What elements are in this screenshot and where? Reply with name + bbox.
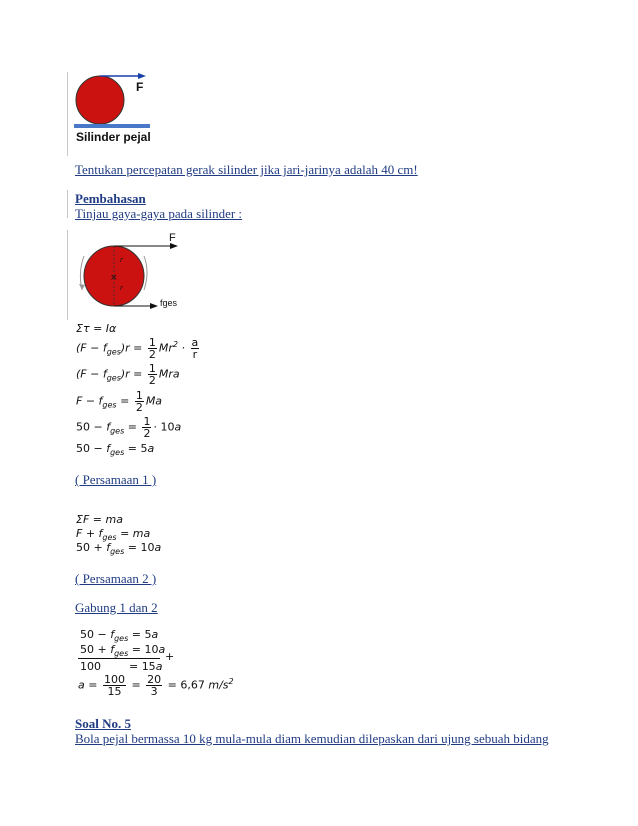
heading-rule bbox=[67, 190, 68, 218]
equation-combine-3: 100 = 15a bbox=[80, 660, 163, 673]
svg-text:×: × bbox=[110, 273, 118, 283]
question-text[interactable]: Tentukan percepatan gerak silinder jika jari-jarinya adalah 40 cm! bbox=[75, 162, 418, 177]
equation-torque-3: $(F - f_{ges})r$ = $\frac{1}{2}$ Mra bbox=[76, 362, 180, 387]
equation-result: a = $\frac{100}{15}$ = $\frac{20}{3}$ = 6,67 $m/s^2$ bbox=[78, 673, 234, 698]
equation-force-sum: ΣF = ma bbox=[76, 513, 123, 526]
persamaan-2-label[interactable]: ( Persamaan 2 ) bbox=[75, 571, 157, 586]
soal-5-heading[interactable]: Soal No. 5 bbox=[75, 716, 131, 731]
equation-torque-2: $(F - f_{ges})r$ = $\frac{1}{2}$ $Mr^2$ · $\frac{a}{r}$ bbox=[76, 336, 199, 361]
equation-torque-sum: Στ = Iα bbox=[76, 322, 117, 335]
gabung-label[interactable]: Gabung 1 dan 2 bbox=[75, 600, 158, 615]
figure-caption: Silinder pejal bbox=[76, 130, 151, 144]
equation-force-2: $F + f_{ges}$ = ma bbox=[76, 527, 151, 543]
equation-torque-4: $F - f_{ges}$ = $\frac{1}{2}$ Ma bbox=[76, 389, 163, 414]
force-f-label: F bbox=[169, 232, 176, 244]
cylinder-figure bbox=[74, 70, 154, 146]
sum-rule bbox=[78, 658, 160, 659]
pembahasan-heading[interactable]: Pembahasan bbox=[75, 191, 146, 206]
force-label: F bbox=[136, 80, 144, 94]
soal-5-text[interactable]: Bola pejal bermassa 10 kg mula-mula diam kemudian dilepaskan dari ujung sebuah bidang bbox=[75, 731, 549, 746]
radius-label-bottom: r bbox=[120, 284, 123, 292]
radius-label-top: r bbox=[120, 256, 123, 264]
figure2-rule bbox=[67, 230, 68, 320]
sum-plus-sign: + bbox=[165, 650, 175, 663]
equation-force-3: $50 + f_{ges} = 10a$ bbox=[76, 541, 162, 557]
equation-torque-6: $50 - f_{ges} = 5a$ bbox=[76, 442, 155, 458]
persamaan-1-label[interactable]: ( Persamaan 1 ) bbox=[75, 472, 157, 487]
force-diagram bbox=[74, 232, 184, 316]
friction-label: fges bbox=[160, 298, 178, 308]
tinjau-text[interactable]: Tinjau gaya-gaya pada silinder : bbox=[75, 206, 243, 221]
equation-combine-1: $50 - f_{ges} = 5a$ bbox=[80, 628, 159, 644]
equation-torque-5: $50 - f_{ges}$ = $\frac{1}{2}$ · 10a bbox=[76, 415, 182, 440]
figure1-rule bbox=[67, 72, 68, 156]
cylinder-diagram bbox=[74, 70, 154, 130]
equation-combine-2: $50 + f_{ges} = 10a$ bbox=[80, 643, 166, 659]
